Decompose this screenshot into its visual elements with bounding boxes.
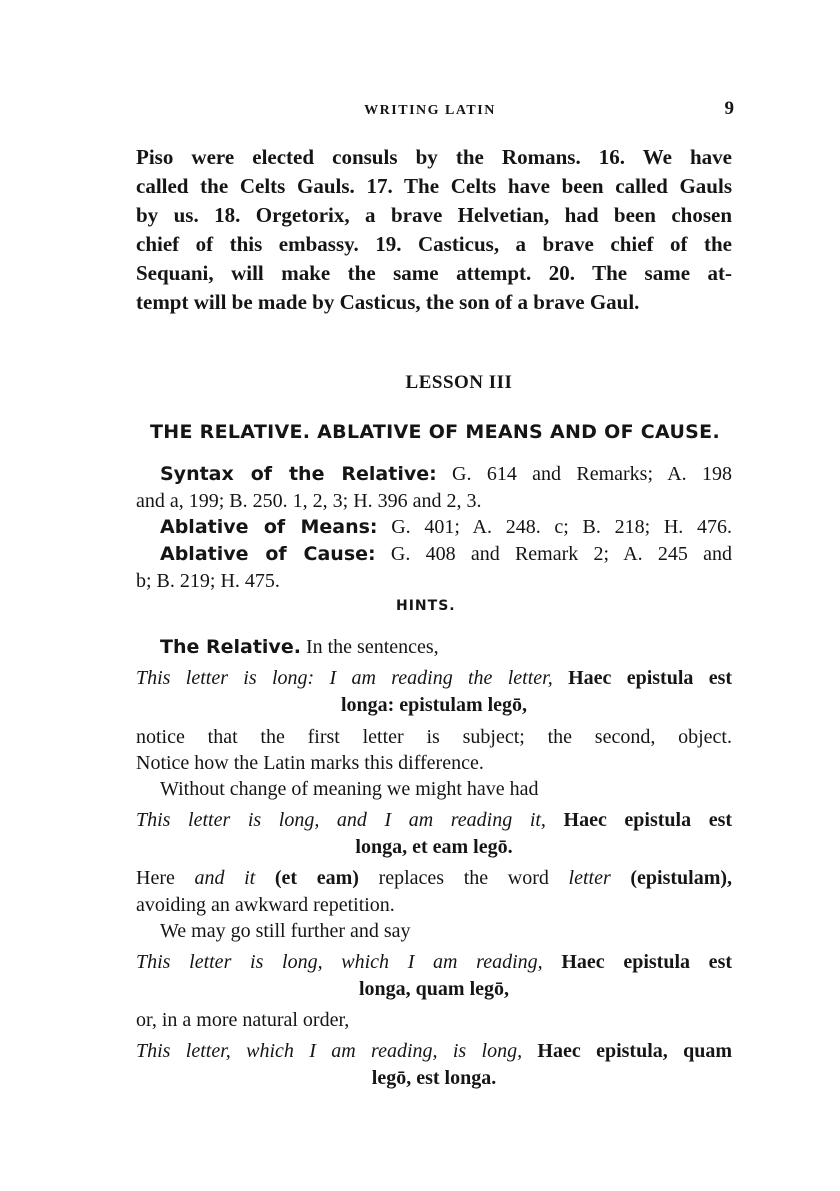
- example-2: [136, 809, 732, 832]
- natural-line: or, in a more natural order,: [136, 1009, 350, 1031]
- notice-text: notice that the first letter is subject; the second, object.: [136, 726, 732, 748]
- here-d: (epistulam),: [630, 867, 733, 889]
- ref-syntax-label: Syntax of the Relative:: [160, 463, 437, 485]
- here-b: (et eam): [274, 867, 359, 889]
- running-title: WRITING LATIN: [364, 103, 496, 118]
- lesson-subtitle: THE RELATIVE. ABLATIVE OF MEANS AND OF CAUSE.: [150, 421, 720, 443]
- exercise-line: tempt will be made by Casticus, the son of a brave Gaul.: [136, 290, 640, 314]
- hint-relative-label: The Relative.: [160, 636, 301, 658]
- example-3-english: This letter is long, which I am reading,: [136, 951, 543, 973]
- example-2-english: This letter is long, and I am reading it,: [136, 809, 546, 831]
- hints-heading: HINTS.: [396, 598, 456, 614]
- ref-cause-text: G. 408 and Remark 2; A. 245 and: [390, 543, 733, 565]
- example-3: [136, 951, 732, 974]
- ref-means-label: Ablative of Means:: [160, 516, 378, 538]
- here-it: and it: [194, 867, 256, 889]
- example-1: [136, 667, 732, 690]
- ref-syntax: [160, 463, 732, 486]
- example-3-latin: Haec epistula est: [561, 951, 733, 973]
- hint-relative-text: In the sentences,: [305, 636, 439, 658]
- here-c: replaces the word: [378, 867, 549, 889]
- example-4-latin-cont: legō, est longa.: [371, 1067, 497, 1089]
- here-letter: letter: [568, 867, 611, 889]
- ref-means: [160, 516, 732, 539]
- ref-means-text: G. 401; A. 248. c; B. 218; H. 476.: [391, 516, 732, 538]
- ref-syntax-text: G. 614 and Remarks; A. 198: [452, 463, 732, 485]
- ref-cause-cont: b; B. 219; H. 475.: [136, 570, 280, 592]
- example-4-latin: Haec epistula, quam: [537, 1040, 732, 1062]
- exercise-line: Sequani, will make the same attempt. 20. The same at-: [136, 261, 732, 285]
- exercise-line: by us. 18. Orgetorix, a brave Helvetian, had been chosen: [136, 203, 732, 227]
- example-2-latin-cont: longa, et eam legō.: [355, 836, 513, 858]
- ref-cause: [160, 543, 732, 566]
- example-1-english: This letter is long: I am reading the letter,: [136, 667, 553, 689]
- notice-line-2: Notice how the Latin marks this difference.: [136, 752, 484, 774]
- here-a: Here: [136, 867, 175, 889]
- avoiding-line: avoiding an awkward repetition.: [136, 894, 395, 916]
- example-1-latin: Haec epistula est: [568, 667, 733, 689]
- exercise-line: called the Celts Gauls. 17. The Celts have been called Gauls: [136, 174, 732, 198]
- without-line: Without change of meaning we might have had: [160, 778, 539, 800]
- example-4: [136, 1040, 732, 1063]
- here-line: [136, 867, 732, 890]
- example-3-latin-cont: longa, quam legō,: [358, 978, 510, 1000]
- ref-cause-label: Ablative of Cause:: [160, 543, 376, 565]
- example-1-latin-cont: longa: epistulam legō,: [340, 694, 528, 716]
- page-number: 9: [724, 98, 734, 119]
- notice-line-1: [136, 726, 732, 749]
- exercise-line: chief of this embassy. 19. Casticus, a brave chief of the: [136, 232, 732, 256]
- example-4-english: This letter, which I am reading, is long,: [136, 1040, 523, 1062]
- hint-relative: [160, 636, 439, 659]
- lesson-title: LESSON III: [405, 372, 513, 393]
- example-2-latin: Haec epistula est: [563, 809, 733, 831]
- ref-syntax-cont: and a, 199; B. 250. 1, 2, 3; H. 396 and 2, 3.: [136, 490, 482, 512]
- exercise-line: Piso were elected consuls by the Romans. 16. We have: [136, 145, 732, 169]
- further-line: We may go still further and say: [160, 920, 411, 942]
